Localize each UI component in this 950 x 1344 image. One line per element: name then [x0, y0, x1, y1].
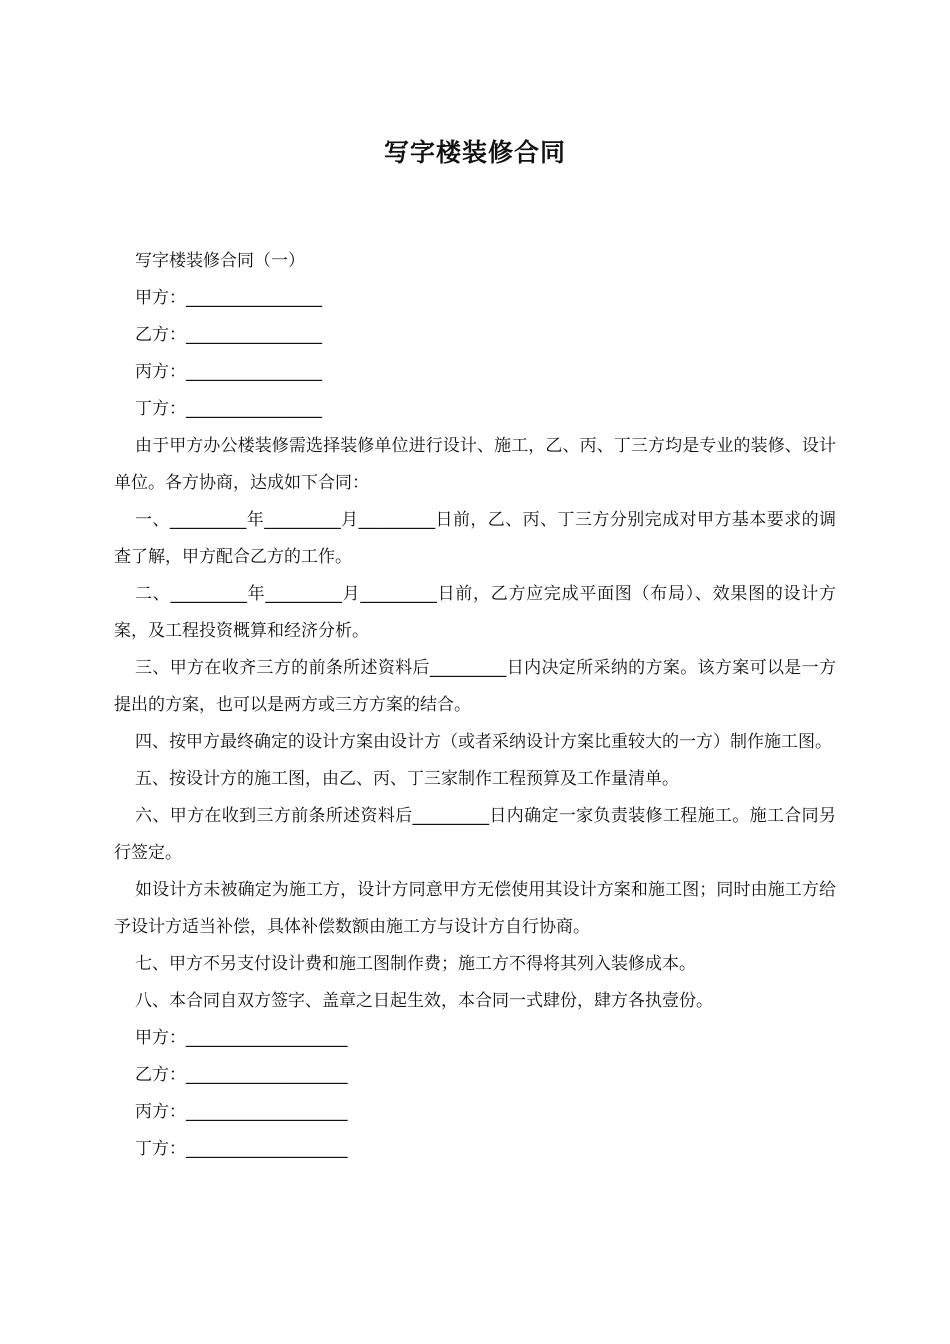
party-b-line: 乙方：________________: [135, 325, 322, 345]
party-c-line: 丙方：________________: [135, 362, 322, 382]
signature-party-a: 甲方：___________________: [135, 1028, 348, 1048]
clause-7: 七、甲方不另支付设计费和施工图制作费；施工方不得将其列入装修成本。: [135, 954, 696, 974]
signature-party-c: 丙方：___________________: [135, 1102, 348, 1122]
clause-1: 一、_________年_________月_________日前，乙、丙、丁三方分别完成对甲方基本要求的调查了解，甲方配合乙方的工作。: [114, 510, 836, 567]
clause-8: 八、本合同自双方签字、盖章之日起生效，本合同一式肆份，肆方各执壹份。: [135, 991, 713, 1011]
clause-6-supplement: 如设计方未被确定为施工方，设计方同意甲方无偿使用其设计方案和施工图；同时由施工方给予设计方适当补偿，具体补偿数额由施工方与设计方自行协商。: [114, 880, 836, 937]
signature-party-d: 丁方：___________________: [135, 1139, 348, 1159]
party-a-line: 甲方：________________: [135, 288, 322, 308]
party-d-line: 丁方：________________: [135, 399, 322, 419]
clause-4: 四、按甲方最终确定的设计方案由设计方（或者采纳设计方案比重较大的一方）制作施工图。: [135, 732, 832, 752]
section-heading: 写字楼装修合同（一）: [135, 251, 305, 271]
clause-3: 三、甲方在收齐三方的前条所述资料后_________日内决定所采纳的方案。该方案可以是一方提出的方案，也可以是两方或三方方案的结合。: [114, 658, 836, 715]
document-title: 写字楼装修合同: [383, 138, 566, 167]
clause-5: 五、按设计方的施工图，由乙、丙、丁三家制作工程预算及工作量清单。: [135, 769, 679, 789]
signature-party-b: 乙方：___________________: [135, 1065, 348, 1085]
preamble-paragraph: 由于甲方办公楼装修需选择装修单位进行设计、施工，乙、丙、丁三方均是专业的装修、设计单位。各方协商，达成如下合同：: [114, 436, 836, 493]
clause-2: 二、_________年_________月_________日前，乙方应完成平面图（布局）、效果图的设计方案，及工程投资概算和经济分析。: [114, 584, 836, 641]
clause-6: 六、甲方在收到三方前条所述资料后_________日内确定一家负责装修工程施工。施工合同另行签定。: [114, 806, 836, 863]
document-body: [114, 243, 836, 1168]
